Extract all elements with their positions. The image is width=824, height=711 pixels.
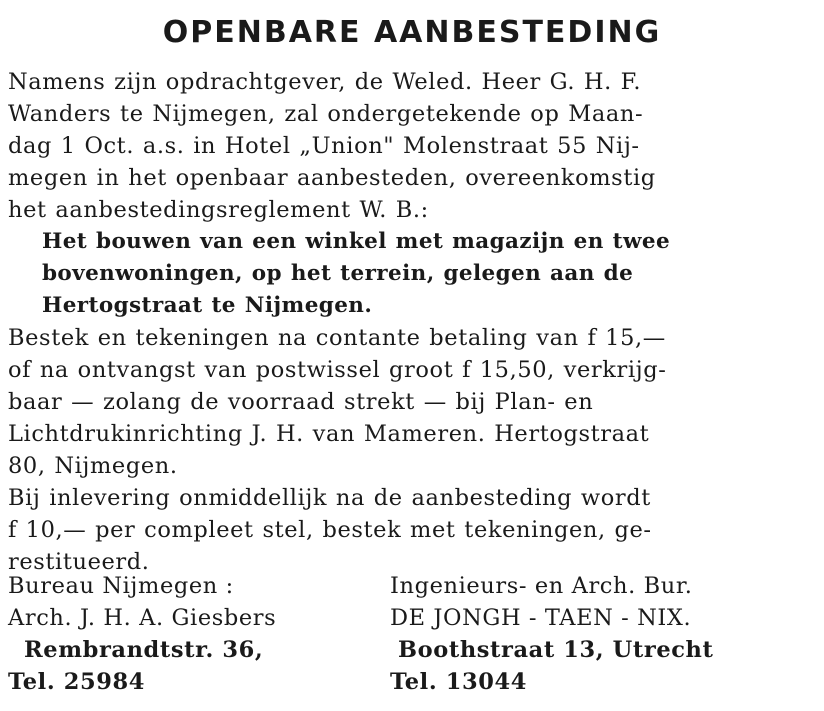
signature-left-phone: Tel. 25984 [8,669,145,695]
signature-right-address: Boothstraat 13, Utrecht [398,637,714,663]
headline: OPENBARE AANBESTEDING [162,15,662,50]
signature-left-architect: Arch. J. H. A. Giesbers [8,605,277,631]
work-line: bovenwoningen, op het terrein, gelegen aan de [42,261,634,286]
work-line: Het bouwen van een winkel met magazijn en twee [42,229,671,254]
intro-line: het aanbestedingsreglement W. B.: [8,197,429,223]
intro-line: Namens zijn opdrachtgever, de Weled. Heer G. H. F. [8,69,642,95]
bestek-line: 80, Nijmegen. [8,453,178,479]
signature-left-address: Rembrandtstr. 36, [24,637,264,663]
work-line: Hertogstraat te Nijmegen. [42,293,373,318]
bestek-line: baar — zolang de voorraad strekt — bij Plan- en [8,389,594,415]
refund-line: f 10,— per compleet stel, bestek met tekeningen, ge- [8,517,652,543]
intro-line: megen in het openbaar aanbesteden, overeenkomstig [8,165,656,191]
signature-right-firm: DE JONGH - TAEN - NIX. [390,605,692,631]
signature-right-bureau: Ingenieurs- en Arch. Bur. [390,573,693,599]
signature-right-phone: Tel. 13044 [390,669,527,695]
intro-line: Wanders te Nijmegen, zal ondergetekende op Maan- [8,101,644,127]
refund-line: restitueerd. [8,549,150,575]
intro-line: dag 1 Oct. a.s. in Hotel „Union" Molenstraat 55 Nij- [8,133,640,159]
signature-left-bureau: Bureau Nijmegen : [8,573,234,599]
bestek-line: of na ontvangst van postwissel groot f 15,50, verkrijg- [8,357,667,383]
bestek-line: Lichtdrukinrichting J. H. van Mameren. Hertogstraat [8,421,650,447]
refund-line: Bij inlevering onmiddellijk na de aanbesteding wordt [8,485,651,511]
bestek-line: Bestek en tekeningen na contante betaling van f 15,— [8,325,666,351]
